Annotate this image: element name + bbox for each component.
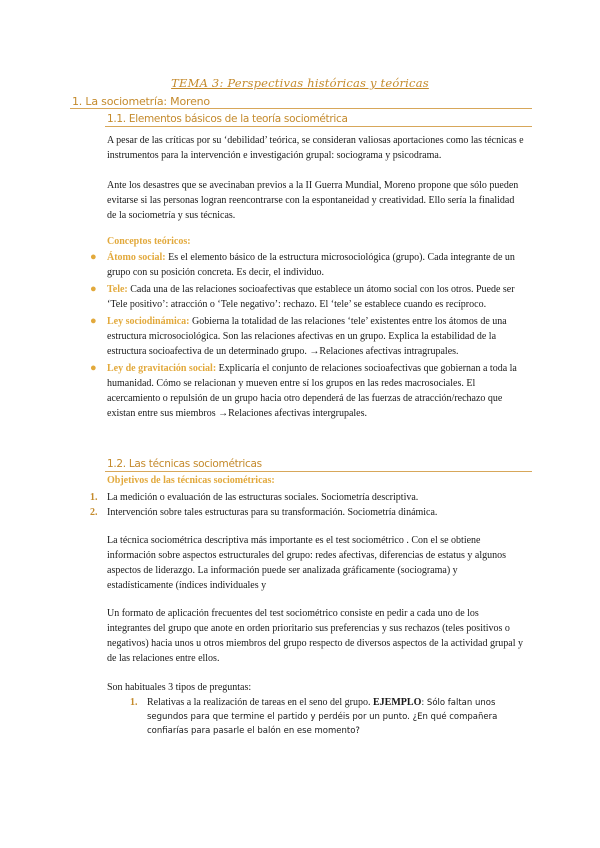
list-item [130,696,530,738]
concept-text: Gobierna la totalidad de las relaciones ‘tele’ existentes entre los átomos de una estructura microsociológica. Son las relaciones afectivas en un grupo. Explica la estabilidad de la estructura socioafectiva de un determinado grupo. →Relaciones afectivas intragrupales. [107,316,507,357]
bullet-icon: ● [90,362,97,374]
section-heading: 1. La sociometría: Moreno [72,95,210,108]
concept-text: Cada una de las relaciones socioafectivas que establece un átomo social con los otros. Puede ser ‘Tele positivo’: atracción o ‘Tele negativo’: rechazo. El ‘tele’ se establece cuando es recíproco. [107,284,515,310]
paragraph: A pesar de las críticas por su ‘debilidad’ teórica, se consideran valiosas aportaciones como las técnicas e instrumentos para la intervención e investigación grupal: sociograma y psicodrama. [107,135,524,161]
paragraph: Son habituales 3 tipos de preguntas: [107,682,252,693]
objective-text: La medición o evaluación de las estructuras sociales. Sociometría descriptiva. [107,492,419,503]
list-item [90,282,526,312]
list-number: 1. [130,697,138,708]
list-number: 1. [90,492,98,503]
paragraph: Un formato de aplicación frecuentes del test sociométrico consiste en pedir a cada uno de los integrantes del grupo que anote en orden prioritario sus preferencias y sus rechazos (teles positivos o negativos) hacia unos u otros miembros del grupo respecto de diversos aspectos de la actividad grupal y de las relaciones entre ellos. [107,608,523,664]
objectives-list [90,490,526,520]
list-item [90,361,526,421]
objective-text: Intervención sobre tales estructuras para su transformación. Sociometría dinámica. [107,507,438,518]
concept-text: Explicaría el conjunto de relaciones socioafectivas que gobiernan a toda la humanidad. Cómo se relacionan y mueven entre sí los grupos en las redes macrosociales. El acercamiento o repulsión de un grupo hacia otro dependerá de las fuerzas de atracción/rechazo que existan entre sus miembros →Relaciones afectivas intergrupales. [107,363,517,419]
subsection-heading: 1.1. Elementos básicos de la teoría sociométrica [107,113,348,125]
concept-term: Tele: [107,284,128,295]
bullet-icon: ● [90,315,97,327]
section-heading-rule [70,108,532,109]
concepts-title: Conceptos teóricos: [107,236,191,247]
subsection-heading-rule [105,471,532,472]
question-text: Relativas a la realización de tareas en el seno del grupo. [147,697,374,708]
concept-text: Es el elemento básico de la estructura microsociológica (grupo). Cada integrante de un grupo con su posición concreta. Es decir, el individuo. [107,252,515,278]
list-item [90,490,526,505]
example-label: EJEMPLO [373,697,422,708]
list-item [90,505,526,520]
page-title: TEMA 3: Perspectivas históricas y teóricas [171,76,429,90]
bullet-icon: ● [90,283,97,295]
paragraph: La técnica sociométrica descriptiva más importante es el test sociométrico . Con el se obtiene información sobre aspectos estructurales del grupo: redes afectivas, diferencias de estatus y algunos aspectos de liderazgo. La información puede ser analizada gráficamente (sociograma) y estadísticamente (índices individuales y [107,535,507,591]
questions-list [130,696,530,738]
list-item [90,250,526,280]
objectives-title: Objetivos de las técnicas sociométricas: [107,475,275,486]
list-number: 2. [90,507,98,518]
concepts-list [90,250,526,423]
subsection-heading: 1.2. Las técnicas sociométricas [107,458,262,470]
concept-term: Ley de gravitación social: [107,363,217,374]
subsection-heading-rule [105,126,532,127]
concept-term: Átomo social: [107,252,166,263]
example-text: : Sólo faltan unos segundos para que termine el partido y perdéis por un punto. ¿En qué compañera confiarías para pasarle el balón en ese momento? [147,698,498,736]
paragraph: Ante los desastres que se avecinaban previos a la II Guerra Mundial, Moreno propone que sólo pueden evitarse si las personas logran reencontrarse con la espontaneidad y creatividad. Ello sería la finalidad de la sociometría y sus técnicas. [107,180,519,221]
concept-term: Ley sociodinámica: [107,316,190,327]
bullet-icon: ● [90,251,97,263]
list-item [90,314,526,359]
